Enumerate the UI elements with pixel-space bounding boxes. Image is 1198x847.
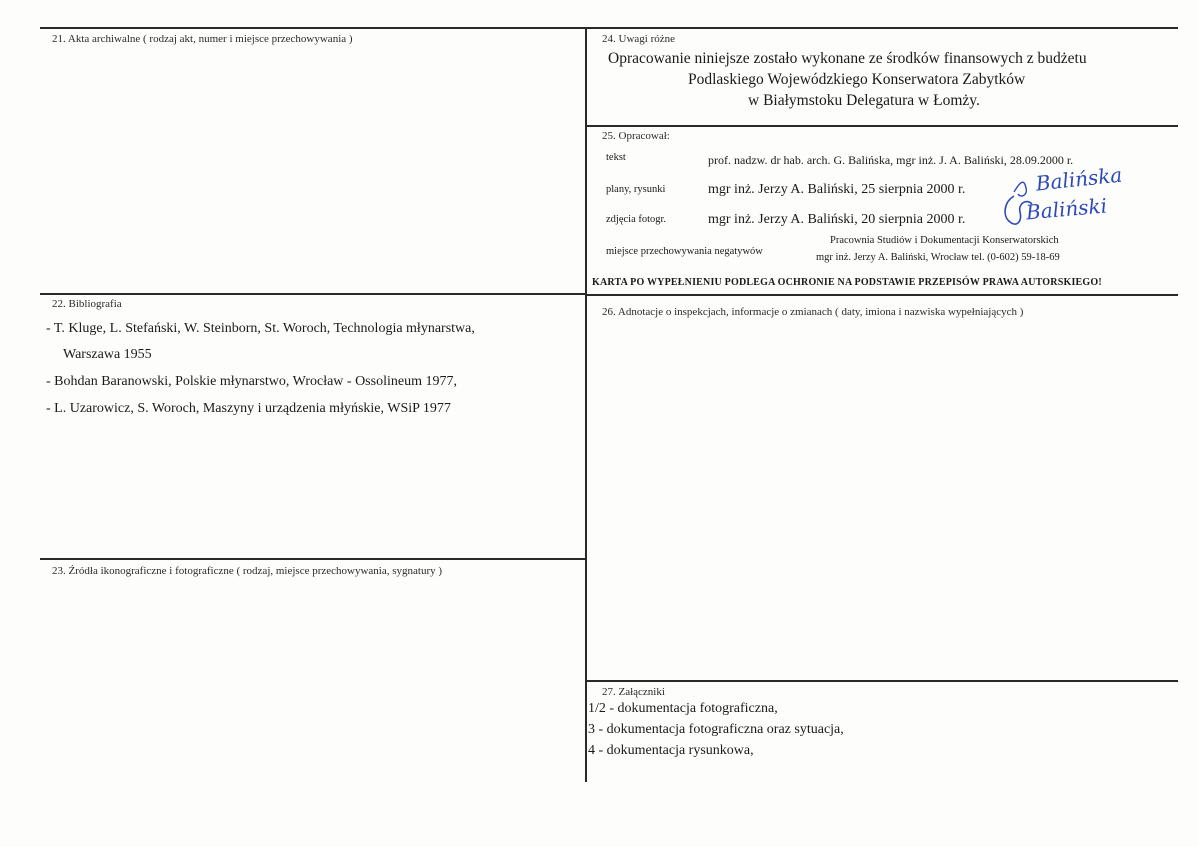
remarks-line: Podlaskiego Wojewódzkiego Konserwatora Zabytków (688, 71, 1026, 88)
section-23-label: 23. Źródła ikonograficzne i fotograficzne ( rodzaj, miejsce przechowywania, sygnatury ) (52, 565, 443, 577)
top-border (40, 27, 1178, 29)
attachment-item: 4 - dokumentacja rysunkowa, (588, 743, 754, 758)
divider-24-25 (586, 125, 1178, 127)
negatives-line: mgr inż. Jerzy A. Baliński, Wrocław tel. (0-602) 59-18-69 (816, 252, 1060, 263)
negatives-key: miejsce przechowywania negatywów (606, 246, 763, 257)
section-21-label: 21. Akta archiwalne ( rodzaj akt, numer i miejsce przechowywania ) (52, 33, 353, 45)
author-row-value: prof. nadzw. dr hab. arch. G. Balińska, mgr inż. J. A. Baliński, 28.09.2000 r. (708, 153, 1074, 167)
author-row-key: plany, rysunki (606, 184, 666, 195)
author-row-key: zdjęcia fotogr. (606, 214, 667, 225)
author-row-value: mgr inż. Jerzy A. Baliński, 25 sierpnia 2000 r. (708, 182, 966, 197)
author-row-key: tekst (606, 152, 626, 163)
signature-balinski (996, 190, 1126, 230)
attachment-item: 3 - dokumentacja fotograficzna oraz sytuacja, (588, 722, 844, 737)
section-22-label: 22. Bibliografia (52, 298, 122, 310)
divider-21-22 (40, 293, 586, 295)
negatives-line: Pracownia Studiów i Dokumentacji Konserwatorskich (830, 235, 1059, 246)
divider-26-27 (586, 680, 1178, 682)
bibliography-item: Warszawa 1955 (63, 347, 152, 362)
remarks-line: Opracowanie niniejsze zostało wykonane ze środków finansowych z budżetu (608, 50, 1087, 67)
bibliography-item: - Bohdan Baranowski, Polskie młynarstwo, Wrocław - Ossolineum 1977, (46, 374, 457, 389)
section-24-label: 24. Uwagi różne (602, 33, 676, 45)
divider-22-23 (40, 558, 586, 560)
section-26-label: 26. Adnotacje o inspekcjach, informacje o zmianach ( daty, imiona i nazwiska wypełniających ) (602, 306, 1024, 318)
divider-25-26 (586, 294, 1178, 296)
bibliography-item: - T. Kluge, L. Stefański, W. Steinborn, St. Woroch, Technologia młynarstwa, (46, 321, 475, 336)
signature-balinska-text: Balińska (1034, 162, 1124, 196)
copyright-notice: KARTA PO WYPEŁNIENIU PODLEGA OCHRONIE NA PODSTAWIE PRZEPISÓW PRAWA AUTORSKIEGO! (592, 277, 1102, 288)
remarks-line: w Białymstoku Delegatura w Łomży. (748, 92, 980, 109)
vertical-divider (585, 27, 587, 782)
attachment-item: 1/2 - dokumentacja fotograficzna, (588, 701, 778, 716)
section-27-label: 27. Załączniki (602, 686, 665, 698)
bibliography-item: - L. Uzarowicz, S. Woroch, Maszyny i urządzenia młyńskie, WSiP 1977 (46, 401, 451, 416)
section-25-label: 25. Opracował: (602, 130, 670, 142)
signature-balinski-text: Baliński (1025, 193, 1108, 225)
author-row-value: mgr inż. Jerzy A. Baliński, 20 sierpnia 2000 r. (708, 212, 966, 227)
